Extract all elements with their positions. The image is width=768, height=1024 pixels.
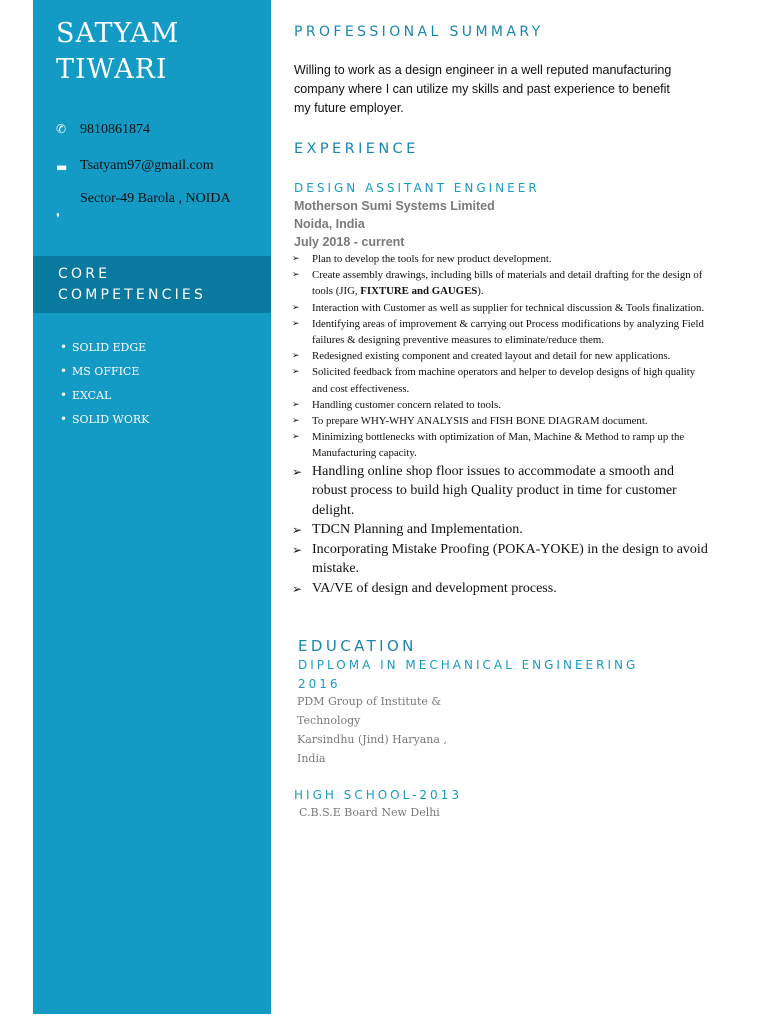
duty-item: ➢ Handling online shop floor issues to accommodate a smooth and robust process to build high Quality product in time for customer delight. — [292, 462, 712, 521]
core-competencies-title — [58, 264, 258, 306]
job-company: Motherson Sumi Systems Limited — [294, 199, 495, 213]
skills-list — [60, 338, 149, 434]
institute-line: Technology — [297, 714, 361, 727]
duty-item: ➢ Solicited feedback from machine operators and helper to develop designs of high quality and cost effectiveness. — [292, 364, 712, 396]
school-title: HIGH SCHOOL-2013 — [294, 788, 462, 802]
summary-text: Willing to work as a design engineer in a well reputed manufacturing company where I can utilize my skills and past experience to benefit my future employer. — [294, 63, 672, 115]
job-role: DESIGN ASSITANT ENGINEER — [294, 181, 540, 195]
duties-list — [292, 251, 712, 598]
phone-icon: ✆ — [56, 122, 67, 136]
candidate-name — [56, 16, 179, 88]
summary-heading: PROFESSIONAL SUMMARY — [294, 24, 544, 40]
duty-item: ➢ Identifying areas of improvement & carrying out Process modifications by analyzing Field failures & designing preventive measures to eliminate/reduce them. — [292, 316, 712, 348]
diploma-year: 2016 — [298, 677, 341, 691]
job-period: July 2018 - current — [294, 235, 405, 249]
sidebar — [33, 0, 271, 1014]
institute-line: PDM Group of Institute & — [297, 695, 442, 708]
education-heading: EDUCATION — [298, 637, 417, 655]
name-first: SATYAM — [56, 18, 180, 49]
duty-item: ➢ Incorporating Mistake Proofing (POKA-YOKE) in the design to avoid mistake. — [292, 540, 712, 579]
duty-item: ➢ Interaction with Customer as well as supplier for technical discussion & Tools finalization. — [292, 300, 712, 316]
location-icon: ❜ — [56, 211, 60, 225]
core-title-line2: COMPETENCIES — [58, 287, 207, 303]
duty-emphasis: FIXTURE and GAUGES — [360, 285, 478, 298]
duty-item: ➢ Handling customer concern related to tools. — [292, 397, 712, 413]
email-text[interactable]: Tsatyam97@gmail.com — [80, 158, 214, 173]
email-icon: ▬ — [56, 160, 68, 174]
job-location: Noida, India — [294, 217, 365, 231]
institute-line: India — [297, 752, 326, 765]
experience-heading: EXPERIENCE — [294, 141, 419, 157]
core-title-line1: CORE — [58, 266, 111, 282]
duty-item: ➢ Redesigned existing component and created layout and detail for new applications. — [292, 348, 712, 364]
school-board: C.B.S.E Board New Delhi — [299, 806, 440, 819]
skill-item: • SOLID EDGE — [60, 338, 149, 362]
name-last: TIWARI — [56, 54, 168, 85]
duty-item: ➢ Create assembly drawings, including bills of materials and detail drafting for the design of tools (JIG, FIXTURE and GAUGES). — [292, 267, 712, 299]
institute-line: Karsindhu (Jind) Haryana , — [297, 733, 447, 746]
duty-item: ➢ VA/VE of design and development process. — [292, 579, 712, 599]
diploma-title: DIPLOMA IN MECHANICAL ENGINEERING — [298, 658, 639, 672]
duty-item: ➢ TDCN Planning and Implementation. — [292, 520, 712, 540]
skill-item: • SOLID WORK — [60, 410, 149, 434]
duty-item: ➢ Plan to develop the tools for new product development. — [292, 251, 712, 267]
duty-item: ➢ To prepare WHY-WHY ANALYSIS and FISH BONE DIAGRAM document. — [292, 413, 712, 429]
duty-item: ➢ Minimizing bottlenecks with optimization of Man, Machine & Method to ramp up the Manufacturing capacity. — [292, 429, 712, 461]
skill-item: • EXCAL — [60, 386, 149, 410]
skill-item: • MS OFFICE — [60, 362, 149, 386]
phone-text[interactable]: 9810861874 — [80, 122, 150, 137]
address-text: Sector-49 Barola , NOIDA — [80, 191, 231, 206]
